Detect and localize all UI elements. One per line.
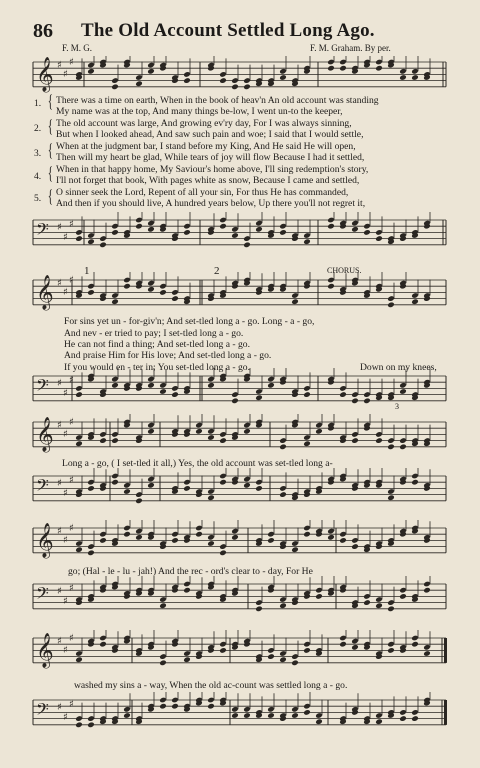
note-head	[399, 715, 407, 722]
note-head	[243, 242, 251, 249]
treble-clef-icon: 𝄞	[36, 633, 54, 668]
note-head	[207, 382, 215, 389]
note-head	[315, 718, 323, 725]
note-head	[147, 482, 155, 489]
note-head	[255, 394, 263, 401]
note-head	[135, 534, 143, 541]
sharp-icon: ♯	[69, 523, 74, 534]
sharp-icon: ♯	[57, 420, 62, 431]
sharp-icon: ♯	[69, 583, 74, 594]
note-head	[351, 226, 359, 233]
note-head	[219, 479, 227, 486]
note-head	[171, 391, 179, 398]
note-head	[339, 391, 347, 398]
words-credit: F. M. G.	[62, 43, 93, 53]
note-head	[207, 540, 215, 547]
note-head	[411, 298, 419, 305]
note-head	[279, 491, 287, 498]
bass-clef-icon: 𝄢	[36, 375, 49, 399]
note-head	[387, 302, 395, 309]
note-head	[75, 440, 83, 447]
sharp-icon: ♯	[57, 636, 62, 647]
note-head	[99, 537, 107, 544]
note-head	[351, 437, 359, 444]
note-head	[255, 485, 263, 492]
note-head	[243, 428, 251, 435]
system2-lyric-3: He can not find a thing; And set-tled long a - go.	[64, 339, 250, 350]
note-head	[207, 703, 215, 710]
system4-lyric: go; (Hal - le - lu - jah!) And the rec - ord's clear to - day, For He	[68, 566, 313, 577]
note-head	[255, 226, 263, 233]
note-head	[111, 229, 119, 236]
verse-number-4: 4.	[34, 172, 42, 182]
sharp-icon: ♯	[57, 60, 62, 71]
note-head	[339, 65, 347, 72]
sharp-icon: ♯	[57, 526, 62, 537]
sharp-icon: ♯	[69, 475, 74, 486]
note-head	[231, 84, 239, 91]
final-barline-thick	[444, 700, 447, 725]
verse1-line1: There was a time on earth, When in the book of heav'n An old account was standing	[56, 95, 379, 106]
sharp-icon: ♯	[69, 375, 74, 386]
treble-clef-icon: 𝄞	[36, 523, 54, 558]
verse-number-5: 5.	[34, 194, 42, 204]
note-head	[375, 65, 383, 72]
brace-2: {	[47, 116, 53, 136]
note-head	[423, 587, 431, 594]
system4-bass-staff	[0, 576, 480, 632]
note-head	[159, 388, 167, 395]
sharp-icon: ♯	[57, 278, 62, 289]
verse4-line2: I'll not forget that book, With pages white as snow, Because I came and settled,	[56, 175, 360, 186]
note-head	[87, 550, 95, 557]
verse2-line2: But when I looked ahead, And saw such pain and woe; I said that I would settle,	[56, 129, 364, 140]
note-head	[159, 660, 167, 667]
note-head	[291, 712, 299, 719]
verse-number-2: 2.	[34, 124, 42, 134]
music-credit: F. M. Graham. By per.	[310, 43, 391, 53]
sharp-icon: ♯	[63, 69, 68, 80]
note-head	[135, 223, 143, 230]
note-head	[183, 229, 191, 236]
staff-lines	[0, 576, 480, 632]
note-head	[231, 232, 239, 239]
note-head	[147, 428, 155, 435]
note-head	[315, 593, 323, 600]
system2-lyric-1: For sins yet un - for-giv'n; And set-tled long a - go. Long - a - go,	[64, 316, 315, 327]
note-head	[303, 709, 311, 716]
note-head	[99, 242, 107, 249]
note-head	[327, 65, 335, 72]
sharp-icon: ♯	[69, 275, 74, 286]
note-head	[351, 398, 359, 405]
note-head	[171, 703, 179, 710]
note-head	[375, 602, 383, 609]
note-head	[291, 660, 299, 667]
note-head	[159, 289, 167, 296]
note-head	[75, 722, 83, 729]
note-head	[279, 656, 287, 663]
note-head	[123, 531, 131, 538]
note-head	[219, 223, 227, 230]
note-head	[111, 479, 119, 486]
note-head	[291, 546, 299, 553]
brace-3: {	[47, 140, 53, 160]
page-number: 86	[33, 20, 53, 42]
system1-bass-staff	[0, 212, 480, 268]
note-head	[159, 703, 167, 710]
note-head	[219, 77, 227, 84]
note-head	[267, 537, 275, 544]
system5-treble-staff	[0, 630, 480, 686]
note-head	[135, 498, 143, 505]
note-head	[375, 235, 383, 242]
staff-lines	[0, 468, 480, 524]
note-head	[363, 599, 371, 606]
note-head	[183, 656, 191, 663]
note-head	[171, 537, 179, 544]
system2-lyric-5: If you would en - ter in; You set-tled long a - go.	[64, 362, 250, 373]
bass-clef-icon: 𝄢	[36, 475, 49, 499]
note-head	[411, 74, 419, 81]
note-head	[231, 712, 239, 719]
sharp-icon: ♯	[63, 232, 68, 243]
sharp-icon: ♯	[63, 712, 68, 723]
bass-clef-icon: 𝄢	[36, 699, 49, 723]
note-head	[231, 534, 239, 541]
note-head	[183, 77, 191, 84]
sharp-icon: ♯	[63, 596, 68, 607]
second-ending-label: 2	[214, 265, 220, 277]
note-head	[255, 606, 263, 613]
brace-1: {	[47, 91, 53, 111]
note-head	[303, 440, 311, 447]
sharp-icon: ♯	[57, 378, 62, 389]
note-head	[351, 543, 359, 550]
note-head	[159, 602, 167, 609]
sharp-icon: ♯	[69, 699, 74, 710]
sharp-icon: ♯	[57, 222, 62, 233]
note-head	[111, 84, 119, 91]
staff-lines	[0, 630, 480, 686]
note-head	[399, 74, 407, 81]
note-head	[195, 531, 203, 538]
note-head	[327, 534, 335, 541]
page-title: The Old Account Settled Long Ago.	[81, 20, 375, 41]
note-head	[147, 286, 155, 293]
note-head	[219, 550, 227, 557]
note-head	[327, 223, 335, 230]
note-head	[219, 437, 227, 444]
note-head	[303, 238, 311, 245]
bass-clef-icon: 𝄢	[36, 219, 49, 243]
system5-bass-staff	[0, 692, 480, 748]
system2-lyric-2: And nev - er tried to pay; I set-tled long a - go.	[64, 328, 244, 339]
brace-4: {	[47, 163, 53, 183]
note-head	[111, 437, 119, 444]
note-head	[387, 494, 395, 501]
verse3-line2: Then will my heart be glad, While tears of joy will flow Because I had it settled,	[56, 152, 365, 163]
down-on-my-knees-text: Down on my knees,	[360, 362, 437, 373]
system3-bass-staff	[0, 468, 480, 524]
note-head	[123, 283, 131, 290]
verse3-line1: When at the judgment bar, I stand before my King, And He said He will open,	[56, 141, 356, 152]
sharp-icon: ♯	[63, 535, 68, 546]
note-head	[315, 428, 323, 435]
sharp-icon: ♯	[69, 57, 74, 68]
note-head	[387, 647, 395, 654]
sharp-icon: ♯	[57, 702, 62, 713]
note-head	[87, 722, 95, 729]
note-head	[303, 531, 311, 538]
system5-lyric: washed my sins a - way, When the old ac-count was settled long a - go.	[74, 680, 348, 691]
note-head	[279, 602, 287, 609]
note-head	[207, 434, 215, 441]
note-head	[75, 546, 83, 553]
note-head	[123, 712, 131, 719]
note-head	[423, 650, 431, 657]
note-head	[183, 587, 191, 594]
sharp-icon: ♯	[63, 645, 68, 656]
note-head	[99, 641, 107, 648]
verse5-line1: O sinner seek the Lord, Repent of all your sin, For thus He has commanded,	[56, 187, 349, 198]
verse5-line2: And then if you should live, A hundred years below, Up there you'll not regret it,	[56, 198, 366, 209]
note-head	[219, 647, 227, 654]
note-head	[399, 388, 407, 395]
note-head	[291, 298, 299, 305]
verse4-line1: When in that happy home, My Saviour's home above, I'll sing redemption's story,	[56, 164, 369, 175]
sharp-icon: ♯	[63, 287, 68, 298]
note-head	[387, 606, 395, 613]
note-head	[147, 68, 155, 75]
note-head	[147, 382, 155, 389]
note-head	[195, 428, 203, 435]
note-head	[411, 479, 419, 486]
note-head	[375, 437, 383, 444]
note-head	[375, 718, 383, 725]
verse2-line1: The old account was large, And growing ev'ry day, For I was always sinning,	[56, 118, 352, 129]
note-head	[363, 229, 371, 236]
verse-number-1: 1.	[34, 99, 42, 109]
note-head	[183, 485, 191, 492]
note-head	[327, 283, 335, 290]
note-head	[75, 235, 83, 242]
brace-5: {	[47, 186, 53, 206]
note-head	[75, 656, 83, 663]
note-head	[399, 444, 407, 451]
final-barline-thick	[444, 638, 447, 663]
note-head	[303, 391, 311, 398]
verse-number-3: 3.	[34, 149, 42, 159]
note-head	[87, 238, 95, 245]
note-head	[387, 444, 395, 451]
treble-clef-icon: 𝄞	[36, 275, 54, 310]
note-head	[267, 653, 275, 660]
note-head	[279, 74, 287, 81]
sharp-icon: ♯	[63, 429, 68, 440]
note-head	[411, 641, 419, 648]
note-head	[279, 229, 287, 236]
note-head	[243, 482, 251, 489]
system2-lyric-4: And praise Him for His love; And set-tled long a - go.	[64, 350, 272, 361]
note-head	[147, 226, 155, 233]
note-head	[267, 382, 275, 389]
sharp-icon: ♯	[57, 586, 62, 597]
note-head	[231, 398, 239, 405]
note-head	[87, 485, 95, 492]
verse1-line2: My name was at the top, And many things be-low, I went un-to the keeper,	[56, 106, 343, 117]
note-head	[267, 712, 275, 719]
sharp-icon: ♯	[69, 633, 74, 644]
note-head	[111, 298, 119, 305]
note-head	[303, 647, 311, 654]
sharp-icon: ♯	[69, 219, 74, 230]
note-head	[87, 289, 95, 296]
treble-clef-icon: 𝄞	[36, 57, 54, 92]
note-head	[207, 494, 215, 501]
staff-lines	[0, 692, 480, 748]
note-head	[339, 537, 347, 544]
sharp-icon: ♯	[69, 417, 74, 428]
note-head	[243, 712, 251, 719]
note-head	[87, 68, 95, 75]
note-head	[399, 593, 407, 600]
bass-clef-icon: 𝄢	[36, 583, 49, 607]
sharp-icon: ♯	[57, 478, 62, 489]
note-head	[75, 391, 83, 398]
chorus-label: CHORUS.	[327, 266, 362, 275]
note-head	[171, 295, 179, 302]
first-ending-label: 1	[84, 265, 90, 277]
note-head	[279, 444, 287, 451]
sharp-icon: ♯	[63, 388, 68, 399]
note-head	[339, 641, 347, 648]
note-head	[111, 382, 119, 389]
note-head	[351, 644, 359, 651]
note-head	[243, 84, 251, 91]
triplet-marker: 3	[395, 402, 399, 411]
note-head	[411, 715, 419, 722]
note-head	[135, 80, 143, 87]
sharp-icon: ♯	[63, 488, 68, 499]
system3-lyric: Long a - go, ( I set-tled it all,) Yes, the old account was set-tled long a-	[62, 458, 333, 469]
note-head	[363, 398, 371, 405]
note-head	[123, 488, 131, 495]
treble-clef-icon: 𝄞	[36, 417, 54, 452]
staff-lines	[0, 212, 480, 268]
note-head	[99, 437, 107, 444]
